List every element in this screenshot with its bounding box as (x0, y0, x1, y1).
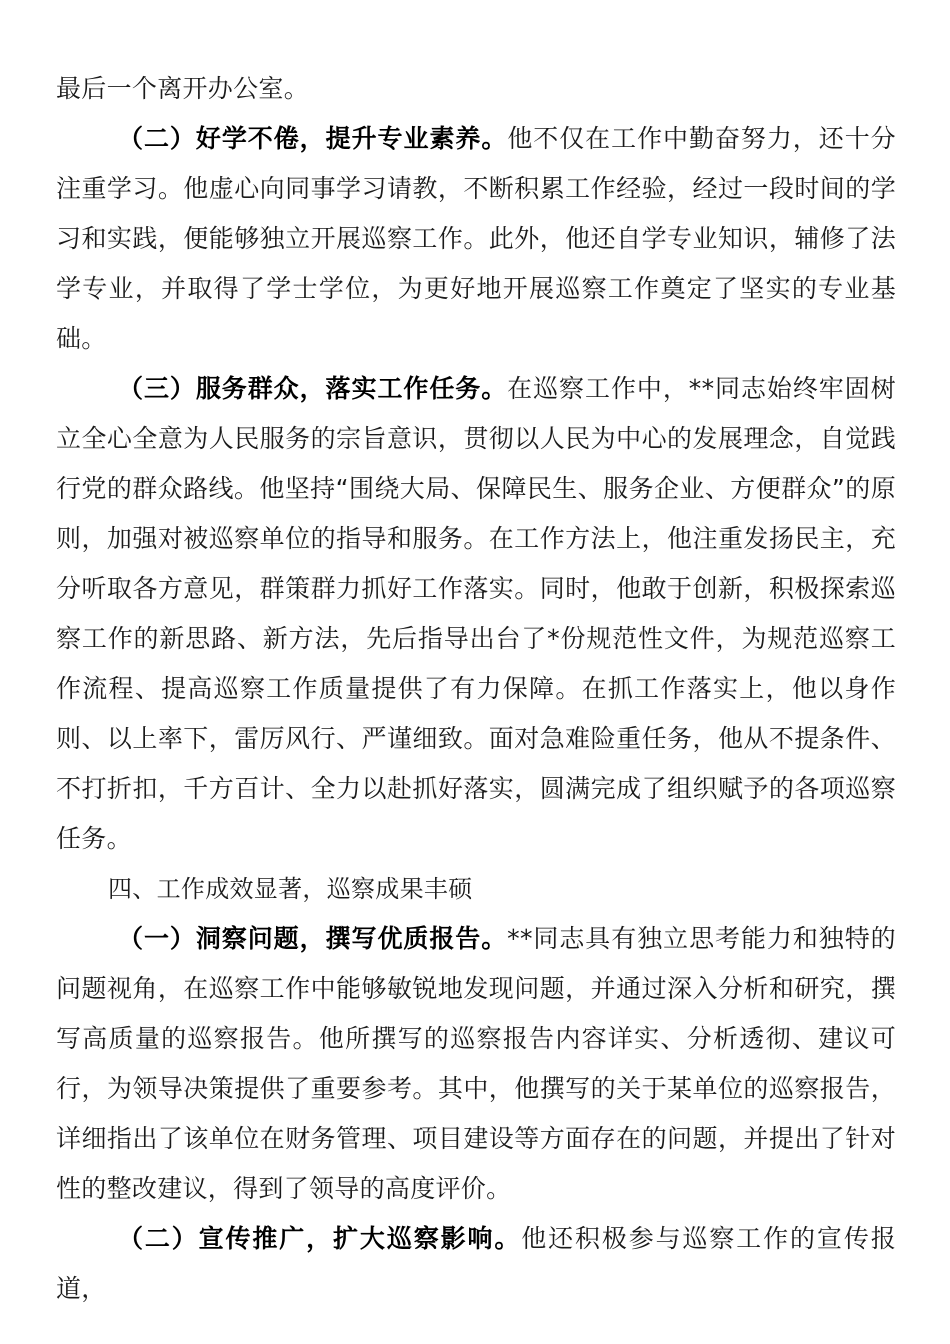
paragraph-text: 他不仅在工作中勤奋努力，还十分注重学习。他虚心向同事学习请教，不断积累工作经验，经过一段时间的学习和实践，便能够独立开展巡察工作。此外，他还自学专业知识，辅修了法学专业，并取得了学士学位，为更好地开展巡察工作奠定了坚实的专业基础。 (56, 124, 896, 353)
paragraph-lead: （二）好学不倦，提升专业素养。 (118, 124, 508, 153)
paragraph-lead: （三）服务群众，落实工作任务。 (118, 374, 508, 403)
paragraph-service (56, 364, 896, 864)
paragraph-text: 他还积极参与巡察工作的宣传报道， (56, 1224, 896, 1303)
paragraph-lead: （二）宣传推广，扩大巡察影响。 (118, 1224, 522, 1253)
document-page (56, 64, 896, 1314)
paragraph-publicity (56, 1214, 896, 1314)
paragraph-study (56, 114, 896, 364)
section-heading: 四、工作成效显著，巡察成果丰硕 (108, 875, 473, 903)
paragraph-text: 最后一个离开办公室。 (56, 74, 310, 103)
paragraph-report (56, 914, 896, 1214)
paragraph-continuation (56, 64, 896, 114)
paragraph-text: 在巡察工作中，**同志始终牢固树立全心全意为人民服务的宗旨意识，贯彻以人民为中心的发展理念，自觉践行党的群众路线。他坚持“围绕大局、保障民生、服务企业、方便群众”的原则，加强对被巡察单位的指导和服务。在工作方法上，他注重发扬民主，充分听取各方意见，群策群力抓好工作落实。同时，他敢于创新，积极探索巡察工作的新思路、新方法，先后指导出台了*份规范性文件，为规范巡察工作流程、提高巡察工作质量提供了有力保障。在抓工作落实上，他以身作则、以上率下，雷厉风行、严谨细致。面对急难险重任务，他从不提条件、不打折扣，千方百计、全力以赴抓好落实，圆满完成了组织赋予的各项巡察任务。 (56, 374, 896, 853)
paragraph-lead: （一）洞察问题，撰写优质报告。 (118, 924, 508, 953)
paragraph-text: **同志具有独立思考能力和独特的问题视角，在巡察工作中能够敏锐地发现问题，并通过深入分析和研究，撰写高质量的巡察报告。他所撰写的巡察报告内容详实、分析透彻、建议可行，为领导决策提供了重要参考。其中，他撰写的关于某单位的巡察报告，详细指出了该单位在财务管理、项目建设等方面存在的问题，并提出了针对性的整改建议，得到了领导的高度评价。 (56, 924, 896, 1203)
